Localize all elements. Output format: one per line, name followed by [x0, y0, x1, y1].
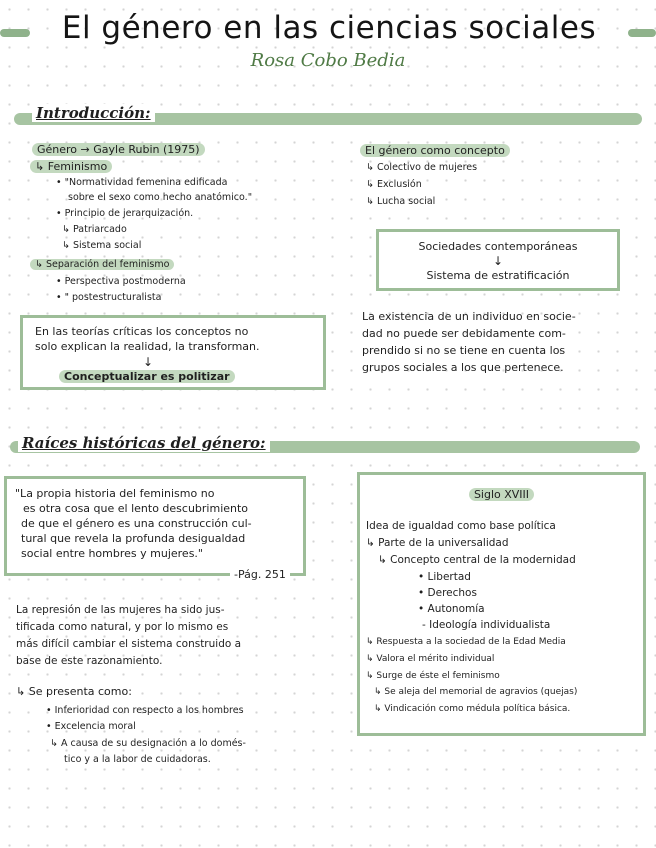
concept-item-1: ↳ Exclusión: [366, 179, 422, 190]
century-line-6: - Ideología individualista: [422, 619, 551, 631]
society-arrow: ↓: [492, 254, 504, 268]
intro-line-4: • Principio de jerarquización.: [56, 208, 194, 219]
quote-line-0: "La propia historia del feminismo no: [15, 487, 215, 500]
intro-line-9: • " postestructuralista: [56, 292, 162, 303]
intro-line-6: ↳ Sistema social: [62, 240, 142, 251]
presents-item-1: • Excelencia moral: [46, 721, 136, 732]
quote-box: [4, 476, 306, 576]
concept-item-0: ↳ Colectivo de mujeres: [366, 162, 478, 173]
century-line-0: Idea de igualdad como base política: [366, 520, 556, 532]
intro-paragraph-line-3: grupos sociales a los que pertenece.: [362, 361, 564, 374]
author: Rosa Cobo Bedia: [250, 50, 406, 71]
quote-line-3: tural que revela la profunda desigualdad: [21, 532, 246, 545]
concept-title: El género como concepto: [360, 143, 510, 158]
roots-paragraph-line-2: más difícil cambiar el sistema construido a: [16, 638, 242, 650]
critical-theory-box: [20, 315, 326, 390]
society-top: Sociedades contemporáneas: [418, 240, 578, 253]
quote-line-4: social entre hombres y mujeres.": [21, 547, 203, 560]
presents-as: ↳ Se presenta como:: [16, 685, 132, 698]
critical-theory-line-0: En las teorías críticas los conceptos no: [35, 325, 249, 338]
roots-section-title: Raíces históricas del género:: [18, 434, 270, 452]
roots-paragraph-line-3: base de este razonamiento.: [16, 655, 163, 667]
century-line-7: ↳ Respuesta a la sociedad de la Edad Media: [366, 637, 566, 647]
society-bottom: Sistema de estratificación: [426, 269, 570, 282]
society-box: [376, 229, 620, 291]
roots-paragraph-line-0: La represión de las mujeres ha sido jus-: [16, 604, 225, 616]
century-line-10: ↳ Se aleja del memorial de agravios (quejas): [374, 687, 578, 697]
intro-line-3: sobre el sexo como hecho anatómico.": [68, 192, 253, 203]
intro-line-8: • Perspectiva postmoderna: [56, 276, 186, 287]
page-title: El género en las ciencias sociales: [61, 10, 597, 46]
intro-paragraph-line-1: dad no puede ser debidamente com-: [362, 327, 566, 340]
intro-section-title: Introducción:: [32, 104, 155, 122]
title-bar-right: [628, 29, 656, 37]
century-title: Siglo XVIII: [360, 487, 643, 502]
roots-paragraph-line-1: tificada como natural, y por lo mismo es: [16, 621, 229, 633]
intro-line-5: ↳ Patriarcado: [62, 224, 127, 235]
presents-item-0: • Inferioridad con respecto a los hombres: [46, 705, 244, 716]
century-line-4: • Derechos: [418, 587, 477, 599]
intro-paragraph-line-0: La existencia de un individuo en socie-: [362, 310, 576, 323]
century-line-1: ↳ Parte de la universalidad: [366, 537, 509, 549]
concept-item-2: ↳ Lucha social: [366, 196, 436, 207]
intro-line-2: • "Normatividad femenina edificada: [56, 177, 228, 188]
century-line-11: ↳ Vindicación como médula política básica.: [374, 704, 571, 714]
quote-line-2: de que el género es una construcción cul-: [21, 517, 252, 530]
conceptualize-highlight: Conceptualizar es politizar: [59, 369, 235, 384]
century-line-2: ↳ Concepto central de la modernidad: [378, 554, 576, 566]
quote-reference: -Pág. 251: [230, 567, 290, 582]
quote-line-1: es otra cosa que el lento descubrimiento: [23, 502, 249, 515]
presents-item-2: ↳ A causa de su designación a lo domés-: [50, 738, 246, 749]
critical-theory-arrow: ↓: [143, 355, 154, 369]
intro-line-7: ↳ Separación del feminismo: [30, 258, 174, 271]
century-line-5: • Autonomía: [418, 603, 485, 615]
century-line-8: ↳ Valora el mérito individual: [366, 654, 495, 664]
century-box: [357, 472, 646, 736]
intro-paragraph-line-2: prendido si no se tiene en cuenta los: [362, 344, 566, 357]
intro-line-1: ↳ Feminismo: [30, 159, 112, 174]
title-bar-left: [0, 29, 30, 37]
intro-line-0: Género → Gayle Rubin (1975): [32, 142, 205, 157]
presents-item-3: tico y a la labor de cuidadoras.: [64, 754, 211, 765]
century-line-9: ↳ Surge de éste el feminismo: [366, 671, 500, 681]
critical-theory-line-1: solo explican la realidad, la transforman.: [35, 340, 260, 353]
century-line-3: • Libertad: [418, 571, 471, 583]
